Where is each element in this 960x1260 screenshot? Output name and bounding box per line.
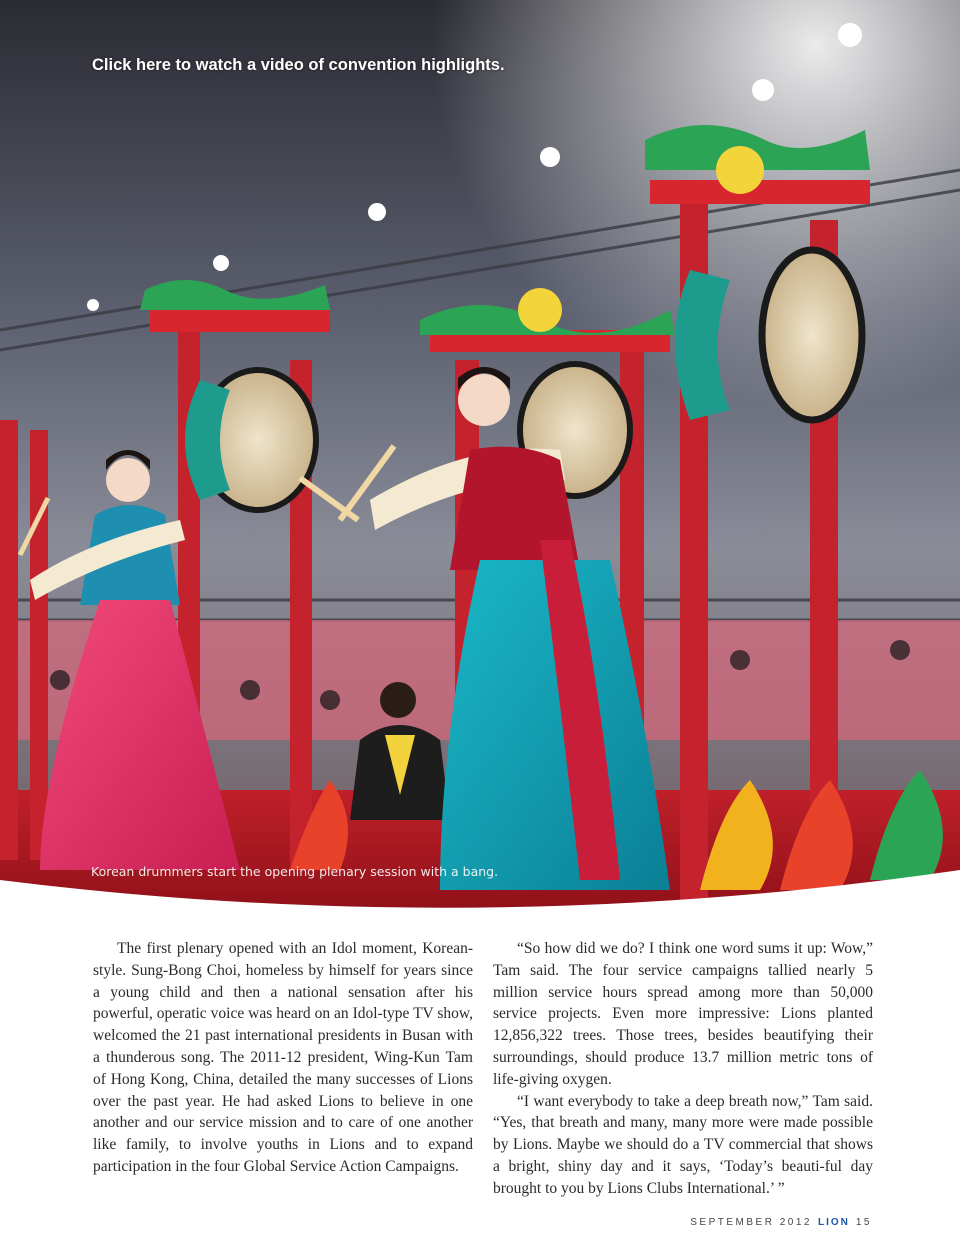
article-paragraph: The first plenary opened with an Idol moment, Korean-style. Sung-Bong Choi, homeless by himself for years since a young child and then a national sensation after his powerful, operatic voice was heard on an Idol-type TV show, welcomed the 21 past international presidents in Busan with a thunderous song. The 2011-12 president, Wing-Kun Tam of Hong Kong, China, detailed the many successes of Lions over the past year. He had asked Lions to believe in one another and our service mission and to care of one another like family, to involve youths in Lions and to expand participation in the four Global Service Action Campaigns. xyxy=(93,940,473,1175)
article-column-right xyxy=(493,938,873,1200)
magazine-name: LION xyxy=(817,1217,850,1228)
page-number: 15 xyxy=(855,1217,872,1228)
article-column-left xyxy=(93,938,473,1178)
article-paragraph: “So how did we do? I think one word sums it up: Wow,” Tam said. The four service campaigns tallied nearly 5 million service hours spread among more than 50,000 service projects. Even more impressive: Lions planted 12,856,322 trees. Those trees, besides beautifying their surroundings, should produce 13.7 million metric tons of life-giving oxygen. xyxy=(493,940,873,1088)
article-paragraph: “I want everybody to take a deep breath now,” Tam said. “Yes, that breath and many, many more were made possible by Lions. Maybe we should do a TV commercial that shows a bright, shiny day and it says, ‘Today’s beauti-ful day brought to you by Lions Clubs International.’ ” xyxy=(493,1092,873,1197)
issue-date: SEPTEMBER 2012 xyxy=(690,1217,812,1228)
video-link[interactable]: Click here to watch a video of convention highlights. xyxy=(92,56,505,74)
page-footer xyxy=(690,1217,872,1228)
photo-caption: Korean drummers start the opening plenary session with a bang. xyxy=(91,864,499,879)
